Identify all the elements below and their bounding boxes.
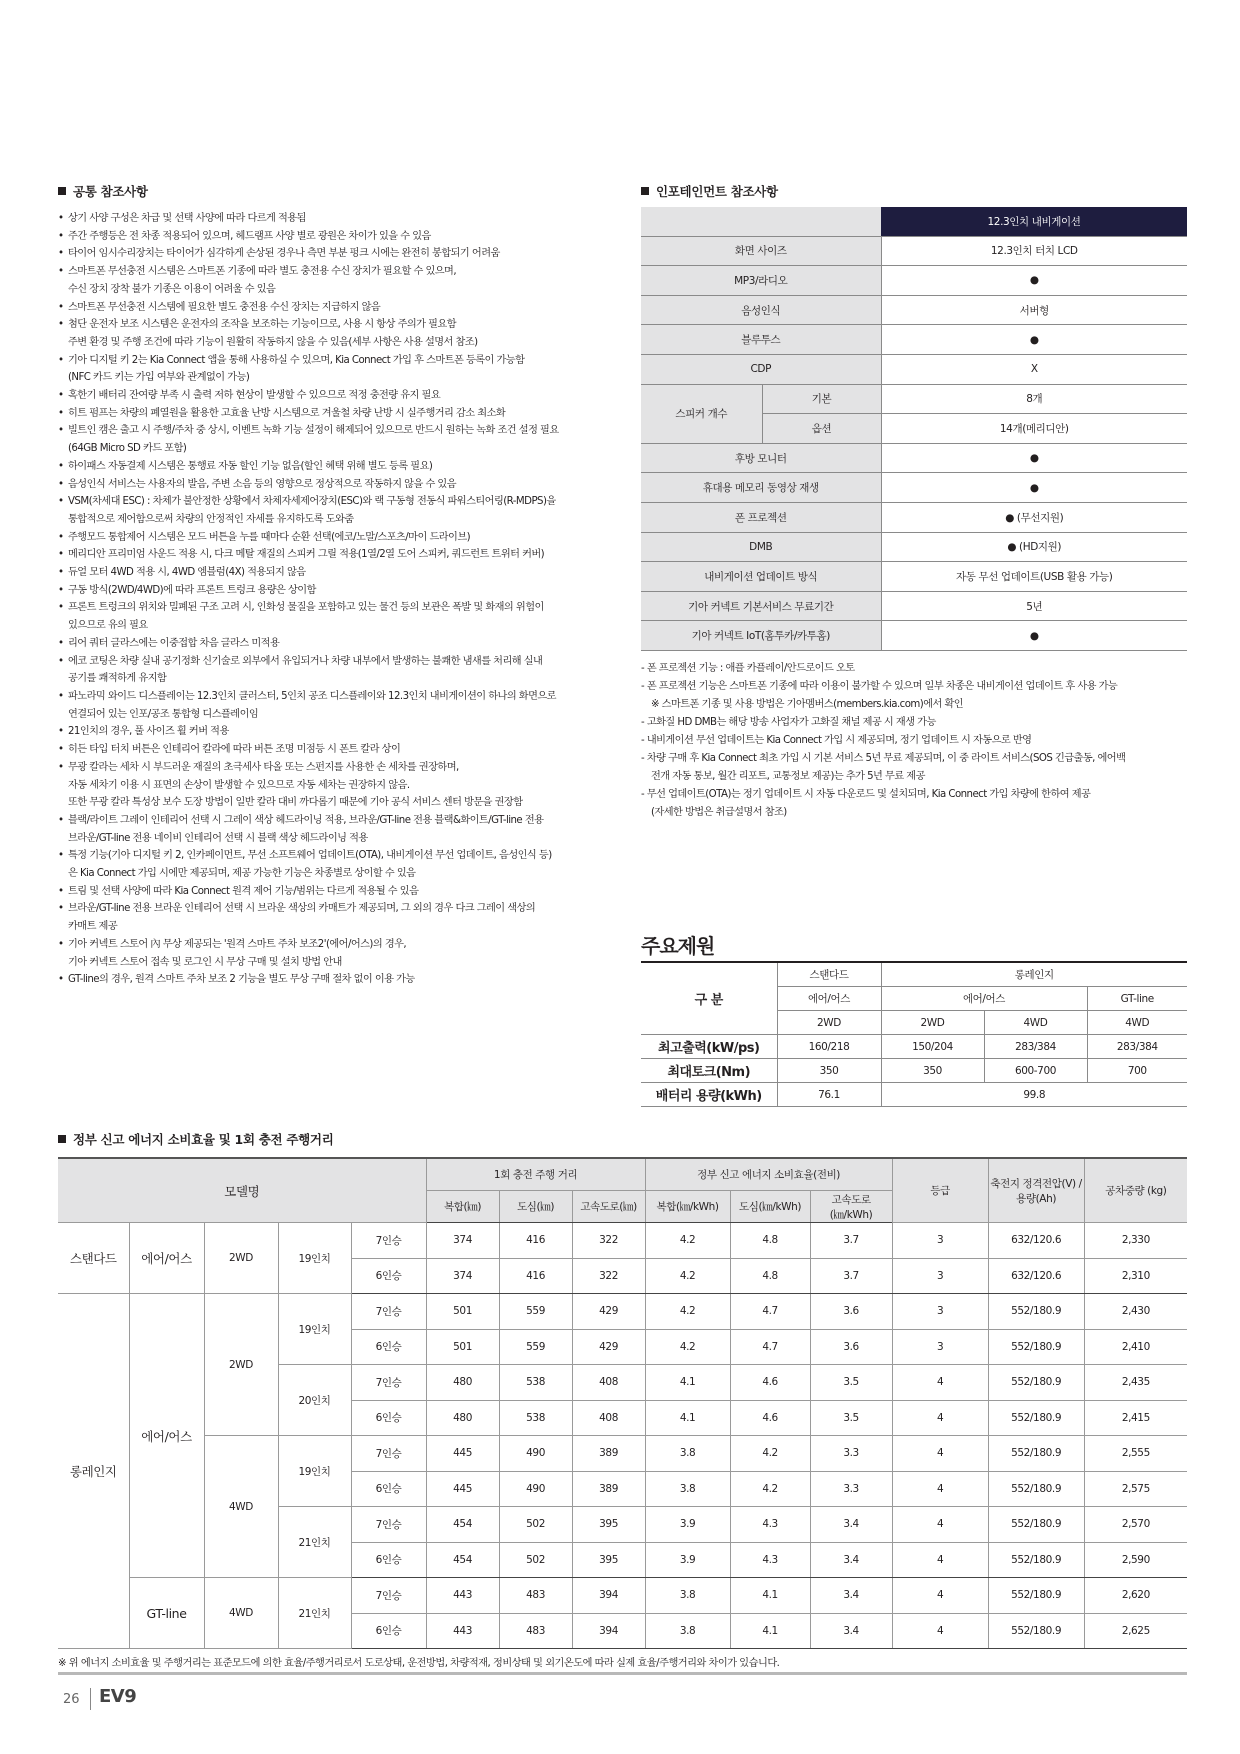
- infotainment-note: - 폰 프로젝션 기능 : 애플 카플레이/안드로이드 오토: [641, 663, 855, 674]
- value-cell: 552/180.9: [988, 1507, 1084, 1543]
- value-cell: 4: [892, 1507, 988, 1543]
- note-item: • VSM(차세대 ESC) : 차체가 불안정한 상황에서 차체자세제어장치(ESC)와 랙 구동형 전동식 파워스티어링(R-MDPS)을: [58, 493, 618, 511]
- info-row: 옵션 14개(메리디안): [641, 414, 1187, 444]
- note-item: • 주간 주행등은 전 차종 적용되어 있으며, 헤드램프 사양 별로 광원은 차이가 있을 수 있음: [58, 228, 618, 246]
- value-cell: 483: [499, 1613, 572, 1649]
- value-cell: 4.2: [645, 1329, 730, 1365]
- value-cell: 552/180.9: [988, 1329, 1084, 1365]
- note-item: 연결되어 있는 인포/공조 통합형 디스플레이임: [68, 708, 259, 720]
- note-item: • 무광 칼라는 세차 시 부드러운 재질의 초극세사 타올 또는 스펀지를 사용한 손 세차를 권장하며,: [58, 759, 618, 777]
- value-cell: 4.7: [730, 1329, 810, 1365]
- value-cell: 2,570: [1084, 1507, 1187, 1543]
- value-cell: 4: [892, 1436, 988, 1472]
- value-cell: 4.7: [730, 1294, 810, 1330]
- value-cell: 3.5: [810, 1400, 892, 1436]
- value-cell: 395: [572, 1542, 645, 1578]
- model-cell: 6인승: [351, 1258, 426, 1294]
- value-cell: 2,410: [1084, 1329, 1187, 1365]
- info-row: 블루투스 ●: [641, 325, 1187, 355]
- infotainment-table: [641, 207, 1187, 651]
- note-item: • 주행모드 통합제어 시스템은 모드 버튼을 누를 때마다 순환 선택(에코/노말/스포츠/마이 드라이브): [58, 529, 618, 547]
- value-cell: 394: [572, 1613, 645, 1649]
- value-cell: 3.6: [810, 1294, 892, 1330]
- value-cell: 3.7: [810, 1258, 892, 1294]
- model-cell: 6인승: [351, 1400, 426, 1436]
- header-navigation: 12.3인치 내비게이션: [881, 207, 1187, 236]
- infotainment-notes: [641, 660, 1201, 822]
- eff-header-model: 모델명: [58, 1158, 426, 1223]
- header-blank-cell: [641, 207, 881, 236]
- value-cell: 3.5: [810, 1365, 892, 1401]
- table-row: [58, 1294, 1187, 1330]
- value-cell: 502: [499, 1507, 572, 1543]
- note-item: 공기를 쾌적하게 유지함: [68, 673, 167, 685]
- value-cell: 4.1: [645, 1365, 730, 1401]
- note-item: • 프론트 트렁크의 위치와 밀폐된 구조 고려 시, 인화성 물질을 포함하고 있는 물건 등의 보관은 폭발 및 화재의 위험이: [58, 599, 618, 617]
- note-item: • 기아 디지털 키 2는 Kia Connect 앱을 통해 사용하실 수 있으며, Kia Connect 가입 후 스마트폰 등록이 가능함: [58, 352, 618, 370]
- value-cell: 2,330: [1084, 1223, 1187, 1259]
- note-item: • 브라운/GT-line 전용 브라운 인테리어 선택 시 브라운 색상의 카매트가 제공되며, 그 외의 경우 다크 그레이 색상의: [58, 900, 618, 918]
- infotainment-note: - 고화질 HD DMB는 해당 방송 사업자가 고화질 채널 제공 시 재생 가능: [641, 717, 936, 728]
- efficiency-title: 정부 신고 에너지 소비효율 및 1회 충전 주행거리: [58, 1130, 334, 1148]
- efficiency-table: 모델명 1회 충전 주행 거리 정부 신고 에너지 소비효율(전비) 등급 축전지 정격전압(V) /용량(Ah) 공차중량 (kg) 복합(㎞) 도심(㎞) 고속도로(㎞) 복합(㎞/kWh) 도심(㎞/kWh) 고속도로(㎞/kWh) 스탠다드 에어/어스 2WD 19인치 7인승 374 416 322 4.2 4.8 3.7 3 632/120.6 2,330 6인승 374 416 322 4.2 4.8 3.7 3 632/120.6 2,310 롱레인지 에어/어스 2WD 19인치 7인승 501 559 429 4.2 4.7 3.6 3 552/180.9 2,430 6인승 501 559 429 4.2 4.7 3.6 3 552/180.9 2,410 20인치 7인승 480 538 408 4.1 4.6 3.5 4 552/180.9 2,435 6인승 480 538 408 4.1 4.6 3.5 4 552/180.9 2,415 4WD 19인치 7인승 445 490 389 3.8 4.2 3.3 4 552/180.9 2,555 6인승 445 490 389 3.8 4.2 3.3 4 552/180.9 2,575 21인치 7인승 454 502 395 3.9 4.3 3.4 4 552/180.9 2,570 6인승 454 502 395 3.9 4.3 3.4 4 552/180.9 2,590 GT-line 4WD 21인치 7인승 443 483 394 3.8 4.1 3.4 4 552/180.9 2,620 6인승 443 483 394 3.8 4.1 3.4 4 552/180.9 2,625: [58, 1157, 1187, 1649]
- model-cell: GT-line: [129, 1578, 204, 1649]
- infotainment-title: 인포테인먼트 참조사항: [641, 182, 778, 200]
- value-cell: 3.4: [810, 1542, 892, 1578]
- value-cell: 3: [892, 1294, 988, 1330]
- square-bullet-icon: [58, 187, 66, 195]
- info-row: 화면 사이즈 12.3인치 터치 LCD: [641, 236, 1187, 266]
- value-cell: 502: [499, 1542, 572, 1578]
- table-row: [58, 1223, 1187, 1259]
- value-cell: 3: [892, 1223, 988, 1259]
- value-cell: 632/120.6: [988, 1223, 1084, 1259]
- note-item: • 히든 타입 터치 버튼은 인테리어 칼라에 따라 버튼 조명 미점등 시 폰트 칼라 상이: [58, 741, 618, 759]
- model-cell: 에어/어스: [129, 1294, 204, 1578]
- value-cell: 4.3: [730, 1542, 810, 1578]
- value-cell: 454: [426, 1542, 499, 1578]
- note-item: • 기아 커넥트 스토어 內 무상 제공되는 '원격 스마트 주차 보조2'(에어/어스)의 경우,: [58, 936, 618, 954]
- value-cell: 559: [499, 1294, 572, 1330]
- value-cell: 322: [572, 1258, 645, 1294]
- table-row: [58, 1436, 1187, 1472]
- model-cell: 6인승: [351, 1329, 426, 1365]
- value-cell: 2,575: [1084, 1471, 1187, 1507]
- value-cell: 490: [499, 1436, 572, 1472]
- value-cell: 4.2: [645, 1223, 730, 1259]
- value-cell: 3.3: [810, 1436, 892, 1472]
- note-item: • 혹한기 배터리 잔여량 부족 시 출력 저하 현상이 발생할 수 있으므로 적정 충전량 유지 필요: [58, 387, 618, 405]
- note-item: 기아 커넥트 스토어 접속 및 로그인 시 무상 구매 및 설치 방법 안내: [68, 956, 342, 968]
- value-cell: 3.3: [810, 1471, 892, 1507]
- value-cell: 445: [426, 1471, 499, 1507]
- value-cell: 552/180.9: [988, 1400, 1084, 1436]
- spec-row: 최고출력(kW/ps) 160/218 150/204 283/384 283/384: [641, 1035, 1187, 1059]
- value-cell: 408: [572, 1365, 645, 1401]
- value-cell: 408: [572, 1400, 645, 1436]
- value-cell: 480: [426, 1365, 499, 1401]
- spec-row: 최대토크(Nm) 350 350 600-700 700: [641, 1059, 1187, 1083]
- note-item: • 스마트폰 무선충전 시스템은 스마트폰 기종에 따라 별도 충전용 수신 장치가 필요할 수 있으며,: [58, 263, 618, 281]
- note-item: 수신 장치 장착 불가 기종은 이용이 어려울 수 있음: [68, 283, 276, 295]
- value-cell: 4.6: [730, 1400, 810, 1436]
- note-item: • 하이패스 자동결제 시스템은 통행료 자동 할인 기능 없음(할인 혜택 위해 별도 등록 필요): [58, 458, 618, 476]
- note-item: • 구동 방식(2WD/4WD)에 따라 프론트 트렁크 용량은 상이함: [58, 582, 618, 600]
- note-item: 은 Kia Connect 가입 시에만 제공되며, 제공 가능한 기능은 차종별로 상이할 수 있음: [68, 868, 416, 880]
- value-cell: 3.8: [645, 1613, 730, 1649]
- common-notes-list: [58, 210, 618, 989]
- value-cell: 2,625: [1084, 1613, 1187, 1649]
- model-cell: 19인치: [278, 1436, 351, 1507]
- value-cell: 2,620: [1084, 1578, 1187, 1614]
- model-cell: 6인승: [351, 1542, 426, 1578]
- value-cell: 538: [499, 1365, 572, 1401]
- note-item: • 리어 쿼터 글라스에는 이중접합 차음 글라스 미적용: [58, 635, 618, 653]
- model-cell: 6인승: [351, 1471, 426, 1507]
- model-cell: 7인승: [351, 1436, 426, 1472]
- model-cell: 6인승: [351, 1613, 426, 1649]
- value-cell: 552/180.9: [988, 1542, 1084, 1578]
- value-cell: 389: [572, 1471, 645, 1507]
- model-cell: 7인승: [351, 1223, 426, 1259]
- value-cell: 4.2: [645, 1294, 730, 1330]
- value-cell: 3: [892, 1258, 988, 1294]
- value-cell: 559: [499, 1329, 572, 1365]
- info-row: 후방 모니터 ●: [641, 443, 1187, 473]
- infotainment-note: - 무선 업데이트(OTA)는 정기 업데이트 시 자동 다운로드 및 설치되며, Kia Connect 가입 차량에 한하여 제공: [641, 789, 1091, 800]
- infotainment-note: - 폰 프로젝션 기능은 스마트폰 기종에 따라 이용이 불가할 수 있으며 일부 차종은 내비게이션 업데이트 후 사용 가능: [641, 681, 1118, 692]
- info-row: MP3/라디오 ●: [641, 266, 1187, 296]
- value-cell: 4.8: [730, 1223, 810, 1259]
- value-cell: 483: [499, 1578, 572, 1614]
- note-item: • 히트 펌프는 차량의 폐열원을 활용한 고효율 난방 시스템으로 겨울철 차량 난방 시 실주행거리 감소 최소화: [58, 405, 618, 423]
- page-number: 26: [63, 1692, 80, 1707]
- note-item: • 스마트폰 무선충전 시스템에 필요한 별도 충전용 수신 장치는 지급하지 않음: [58, 299, 618, 317]
- info-row: 폰 프로젝션 ● (무선지원): [641, 502, 1187, 532]
- value-cell: 480: [426, 1400, 499, 1436]
- value-cell: 416: [499, 1223, 572, 1259]
- value-cell: 3.4: [810, 1578, 892, 1614]
- model-cell: 스탠다드: [58, 1223, 129, 1294]
- value-cell: 3.8: [645, 1471, 730, 1507]
- value-cell: 4.3: [730, 1507, 810, 1543]
- note-item: • 음성인식 서비스는 사용자의 발음, 주변 소음 등의 영향으로 정상적으로 작동하지 않을 수 있음: [58, 476, 618, 494]
- value-cell: 4.6: [730, 1365, 810, 1401]
- value-cell: 445: [426, 1436, 499, 1472]
- value-cell: 4.2: [645, 1258, 730, 1294]
- common-notes-title: 공통 참조사항: [58, 182, 148, 200]
- value-cell: 552/180.9: [988, 1471, 1084, 1507]
- info-row: DMB ● (HD지원): [641, 532, 1187, 562]
- value-cell: 429: [572, 1329, 645, 1365]
- value-cell: 374: [426, 1258, 499, 1294]
- value-cell: 4.8: [730, 1258, 810, 1294]
- value-cell: 3.7: [810, 1223, 892, 1259]
- model-cell: 4WD: [204, 1578, 278, 1649]
- note-item: 브라운/GT-line 전용 네이비 인테리어 선택 시 블랙 색상 헤드라이닝 적용: [68, 832, 368, 844]
- model-cell: 7인승: [351, 1578, 426, 1614]
- value-cell: 3.9: [645, 1507, 730, 1543]
- value-cell: 501: [426, 1329, 499, 1365]
- value-cell: 2,430: [1084, 1294, 1187, 1330]
- value-cell: 4.2: [730, 1471, 810, 1507]
- value-cell: 3.8: [645, 1436, 730, 1472]
- value-cell: 4.1: [645, 1400, 730, 1436]
- note-item: • 파노라믹 와이드 디스플레이는 12.3인치 클러스터, 5인치 공조 디스플레이와 12.3인치 내비게이션이 하나의 화면으로: [58, 688, 618, 706]
- model-cell: 7인승: [351, 1507, 426, 1543]
- note-item: • 상기 사양 구성은 차급 및 선택 사양에 따라 다르게 적용됨: [58, 210, 618, 228]
- note-item: 카매트 제공: [68, 921, 118, 933]
- note-item: • 첨단 운전자 보조 시스템은 운전자의 조작을 보조하는 기능이므로, 사용 시 항상 주의가 필요함: [58, 316, 618, 334]
- note-item: 자동 세차기 이용 시 표면의 손상이 발생할 수 있으므로 자동 세차는 권장하지 않음.: [68, 779, 410, 791]
- infotainment-note: 전개 자동 통보, 월간 리포트, 교통정보 제공)는 추가 5년 무료 제공: [651, 771, 925, 782]
- note-item: 통합적으로 제어함으로써 차량의 안정적인 자세를 유지하도록 도와줌: [68, 513, 354, 525]
- speaker-label: 스피커 개수: [641, 384, 762, 443]
- spec-row: 배터리 용량(kWh) 76.1 99.8: [641, 1083, 1187, 1107]
- value-cell: 4: [892, 1542, 988, 1578]
- note-item: • 타이어 임시수리장치는 타이어가 심각하게 손상된 경우나 측면 부분 펑크 시에는 완전히 봉합되기 어려움: [58, 245, 618, 263]
- model-cell: 2WD: [204, 1294, 278, 1436]
- square-bullet-icon: [641, 187, 649, 195]
- note-item: 주변 환경 및 주행 조건에 따라 기능이 원활히 작동하지 않을 수 있음(세부 사항은 사용 설명서 참조): [68, 336, 478, 348]
- info-row: 스피커 개수 기본 8개: [641, 384, 1187, 414]
- note-item: • 트림 및 선택 사양에 따라 Kia Connect 원격 제어 기능/범위는 다르게 적용될 수 있음: [58, 883, 618, 901]
- value-cell: 3.9: [645, 1542, 730, 1578]
- value-cell: 389: [572, 1436, 645, 1472]
- value-cell: 4: [892, 1578, 988, 1614]
- infotainment-note: (자세한 방법은 취급설명서 참조): [651, 807, 787, 818]
- value-cell: 4.2: [730, 1436, 810, 1472]
- value-cell: 552/180.9: [988, 1365, 1084, 1401]
- info-row: 음성인식 서버형: [641, 295, 1187, 325]
- specs-table: 구 분 스탠다드 롱레인지 에어/어스 에어/어스 GT-line 2WD 2WD 4WD 4WD 최고출력(kW/ps) 160/218 150/204 283/384 283/384 최대토크(Nm) 350 350 600-700 700 배터리 용량(kWh) 76.1 99.8: [641, 961, 1187, 1107]
- model-cell: 19인치: [278, 1294, 351, 1365]
- value-cell: 4: [892, 1613, 988, 1649]
- value-cell: 443: [426, 1578, 499, 1614]
- value-cell: 490: [499, 1471, 572, 1507]
- value-cell: 3.4: [810, 1507, 892, 1543]
- note-item: (64GB Micro SD 카드 포함): [68, 443, 187, 455]
- value-cell: 552/180.9: [988, 1613, 1084, 1649]
- value-cell: 4: [892, 1471, 988, 1507]
- value-cell: 2,310: [1084, 1258, 1187, 1294]
- note-item: • GT-line의 경우, 원격 스마트 주차 보조 2 기능을 별도 무상 구매 절차 없이 이용 가능: [58, 971, 618, 989]
- info-row: 기아 커넥트 IoT(홈투카/카투홈) ●: [641, 621, 1187, 651]
- value-cell: 3.4: [810, 1613, 892, 1649]
- note-item: • 메리디안 프리미엄 사운드 적용 시, 다크 메탈 재질의 스피커 그릴 적용(1열/2열 도어 스피커, 쿼드런트 트위터 커버): [58, 546, 618, 564]
- value-cell: 552/180.9: [988, 1294, 1084, 1330]
- value-cell: 3.6: [810, 1329, 892, 1365]
- model-cell: 21인치: [278, 1578, 351, 1649]
- footer-separator: [90, 1688, 91, 1710]
- info-row: CDP X: [641, 354, 1187, 384]
- model-cell: 4WD: [204, 1436, 278, 1578]
- model-cell: 19인치: [278, 1223, 351, 1294]
- value-cell: 2,415: [1084, 1400, 1187, 1436]
- value-cell: 3: [892, 1329, 988, 1365]
- table-row: [58, 1578, 1187, 1614]
- value-cell: 552/180.9: [988, 1578, 1084, 1614]
- note-item: 또한 무광 칼라 특성상 보수 도장 방법이 일반 칼라 대비 까다롭기 때문에 기아 공식 서비스 센터 방문을 권장함: [68, 797, 523, 809]
- infotainment-note: ※ 스마트폰 기종 및 사용 방법은 기아멤버스(members.kia.com)에서 확인: [651, 699, 964, 710]
- value-cell: 416: [499, 1258, 572, 1294]
- value-cell: 632/120.6: [988, 1258, 1084, 1294]
- note-item: • 듀얼 모터 4WD 적용 시, 4WD 엠블럼(4X) 적용되지 않음: [58, 564, 618, 582]
- value-cell: 538: [499, 1400, 572, 1436]
- value-cell: 395: [572, 1507, 645, 1543]
- specs-title: 주요제원: [641, 934, 715, 958]
- value-cell: 429: [572, 1294, 645, 1330]
- note-item: • 에코 코팅은 차량 실내 공기정화 신기술로 외부에서 유입되거나 차량 내부에서 발생하는 불쾌한 냄새를 처리해 실내: [58, 653, 618, 671]
- model-cell: 20인치: [278, 1365, 351, 1436]
- value-cell: 394: [572, 1578, 645, 1614]
- note-item: 있으므로 유의 필요: [68, 620, 148, 632]
- infotainment-note: - 내비게이션 무선 업데이트는 Kia Connect 가입 시 제공되며, 정기 업데이트 시 자동으로 반영: [641, 735, 1032, 746]
- info-row: 기아 커넥트 기본서비스 무료기간 5년: [641, 591, 1187, 621]
- value-cell: 4: [892, 1400, 988, 1436]
- value-cell: 322: [572, 1223, 645, 1259]
- value-cell: 454: [426, 1507, 499, 1543]
- footer-divider: [58, 1672, 1187, 1675]
- value-cell: 374: [426, 1223, 499, 1259]
- efficiency-note: ※ 위 에너지 소비효율 및 주행거리는 표준모드에 의한 효율/주행거리로서 도로상태, 운전방법, 차량적재, 정비상태 및 외기온도에 따라 실제 효율/주행거리와 차이가 있습니다.: [58, 1658, 780, 1669]
- model-cell: 7인승: [351, 1294, 426, 1330]
- note-item: (NFC 카드 키는 가입 여부와 관계없이 가능): [68, 372, 250, 384]
- value-cell: 552/180.9: [988, 1436, 1084, 1472]
- value-cell: 501: [426, 1294, 499, 1330]
- value-cell: 2,435: [1084, 1365, 1187, 1401]
- value-cell: 2,555: [1084, 1436, 1187, 1472]
- value-cell: 4.1: [730, 1578, 810, 1614]
- model-cell: 롱레인지: [58, 1294, 129, 1649]
- model-cell: 7인승: [351, 1365, 426, 1401]
- specs-col-label: 구 분: [641, 962, 777, 1035]
- model-cell: 에어/어스: [129, 1223, 204, 1294]
- value-cell: 3.8: [645, 1578, 730, 1614]
- infotainment-note: - 차량 구매 후 Kia Connect 최초 가입 시 기본 서비스 5년 무료 제공되며, 이 중 라이트 서비스(SOS 긴급출동, 에어백: [641, 753, 1126, 764]
- info-row: 휴대용 메모리 동영상 재생 ●: [641, 473, 1187, 503]
- value-cell: 2,590: [1084, 1542, 1187, 1578]
- square-bullet-icon: [58, 1135, 66, 1143]
- model-cell: 21인치: [278, 1507, 351, 1578]
- note-item: • 빌트인 캠은 출고 시 주행/주차 중 상시, 이벤트 녹화 기능 설정이 해제되어 있으므로 반드시 원하는 녹화 조건 설정 필요: [58, 422, 618, 440]
- model-cell: 2WD: [204, 1223, 278, 1294]
- note-item: • 특정 기능(기아 디지털 키 2, 인카페이먼트, 무선 소프트웨어 업데이트(OTA), 내비게이션 무선 업데이트, 음성인식 등): [58, 847, 618, 865]
- value-cell: 4.1: [730, 1613, 810, 1649]
- note-item: • 블랙/라이트 그레이 인테리어 선택 시 그레이 색상 헤드라이닝 적용, 브라운/GT-line 전용 블랙&화이트/GT-line 전용: [58, 812, 618, 830]
- model-name: EV9: [99, 1686, 137, 1707]
- value-cell: 4: [892, 1365, 988, 1401]
- info-row: 내비게이션 업데이트 방식 자동 무선 업데이트(USB 활용 가능): [641, 562, 1187, 592]
- note-item: • 21인치의 경우, 풀 사이즈 휠 커버 적용: [58, 723, 618, 741]
- value-cell: 443: [426, 1613, 499, 1649]
